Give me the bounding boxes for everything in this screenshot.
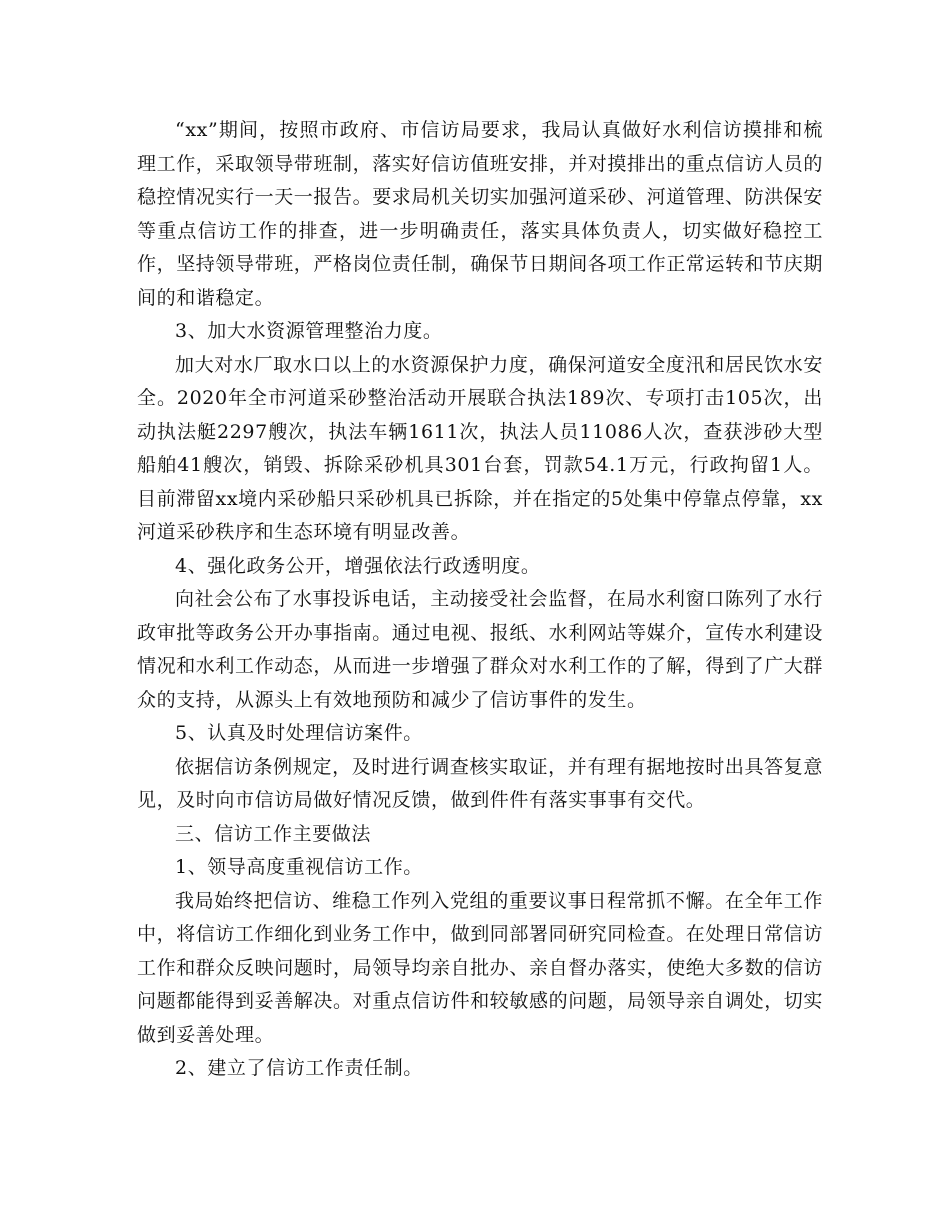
section-heading-petition-cases: 5、认真及时处理信访案件。 (175, 722, 423, 744)
document-body (137, 114, 823, 1086)
paragraph-petition-handling: 依据信访条例规定，及时进行调查核实取证，并有理有据地按时出具答复意见，及时向市信访局做好情况反馈，做到件件有落实事事有交代。 (137, 755, 823, 811)
paragraph-leadership-attention: 我局始终把信访、维稳工作列入党组的重要议事日程常抓不懈。在全年工作中，将信访工作细化到业务工作中，做到同部署同研究同检查。在处理日常信访工作和群众反映问题时，局领导均亲自批办、亲自督办落实，使绝大多数的信访问题都能得到妥善解决。对重点信访件和较敏感的问题，局领导亲自调处，切实做到妥善处理。 (137, 889, 824, 1046)
chapter-heading-main-practices: 三、信访工作主要做法 (175, 822, 372, 845)
paragraph-holiday-duty: “xx”期间，按照市政府、市信访局要求，我局认真做好水利信访摸排和梳理工作，采取领导带班制，落实好信访值班安排，并对摸排出的重点信访人员的稳控情况实行一天一报告。要求局机关切实加强河道采砂、河道管理、防洪保安等重点信访工作的排查，进一步明确责任，落实具体负责人，切实做好稳控工作，坚持领导带班，严格岗位责任制，确保节日期间各项工作正常运转和节庆期间的和谐稳定。 (137, 119, 824, 309)
section-heading-government-affairs: 4、强化政务公开，增强依法行政透明度。 (175, 554, 541, 577)
paragraph-public-disclosure: 向社会公布了水事投诉电话，主动接受社会监督，在局水利窗口陈列了水行政审批等政务公开办事指南。通过电视、报纸、水利网站等媒介，宣传水利建设情况和水利工作动态，从而进一步增强了群众对水利工作的了解，得到了广大群众的支持，从源头上有效地预防和减少了信访事件的发生。 (137, 588, 824, 711)
paragraph-sand-mining-enforcement: 加大对水厂取水口以上的水资源保护力度，确保河道安全度汛和居民饮水安全。2020年全市河道采砂整治活动开展联合执法189次、专项打击105次，出动执法艇2297艘次，执法车辆1611次，执法人员11086人次，查获涉砂大型船舶41艘次，销毁、拆除采砂机具301台套，罚款54.1万元，行政拘留1人。目前滞留xx境内采砂船只采砂机具已拆除，并在指定的5处集中停靠点停靠，xx河道采砂秩序和生态环境有明显改善。 (137, 353, 823, 543)
section-heading-water-resources: 3、加大水资源管理整治力度。 (175, 320, 443, 342)
section-heading-leadership: 1、领导高度重视信访工作。 (175, 856, 423, 878)
section-heading-responsibility-system: 2、建立了信访工作责任制。 (175, 1057, 423, 1079)
